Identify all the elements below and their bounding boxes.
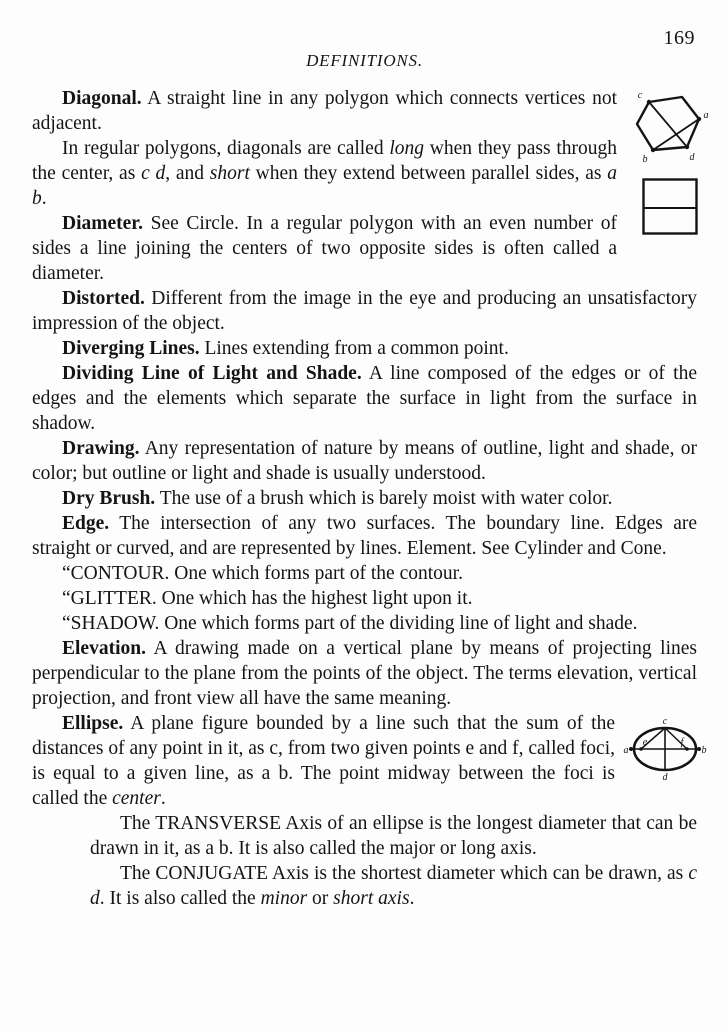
- ellipse-label-f: f: [680, 737, 684, 748]
- hexagon-diagonals-icon: [627, 88, 713, 164]
- ellipse-label-d: d: [662, 772, 668, 781]
- page-title: DEFINITIONS.: [306, 51, 423, 70]
- hexagon-label-a: a: [703, 110, 709, 121]
- definitions-body: [32, 86, 709, 911]
- page-number: 169: [663, 27, 695, 49]
- hexagon-label-b: b: [642, 154, 648, 164]
- margin-figures-column: [627, 88, 713, 264]
- entry-elevation: Elevation. A drawing made on a vertical plane by means of projecting lines perpendicular to the plane from the points of the object. The terms elevation, vertical projection, and front view all have the same meaning.: [32, 638, 697, 709]
- entry-edge-shadow: “SHADOW. One which forms part of the dividing line of light and shade.: [62, 613, 638, 634]
- ellipse-label-a: a: [623, 745, 629, 756]
- entry-edge: Edge. The intersection of any two surfaces. The boundary line. Edges are straight or curved, and are represented by lines. Element. See Cylinder and Cone.: [32, 513, 697, 559]
- ellipse-label-e: e: [642, 737, 648, 748]
- entry-edge-glitter: “GLITTER. One which has the highest light upon it.: [62, 588, 473, 609]
- entry-conjugate-axis: The CONJUGATE Axis is the shortest diameter which can be drawn, as c d. It is also called the minor or short axis.: [90, 863, 697, 909]
- ellipse-label-c: c: [662, 716, 668, 727]
- entry-diverging-lines: Diverging Lines. Lines extending from a common point.: [62, 338, 509, 359]
- entry-diagonal: Diagonal. A straight line in any polygon which connects vertices not adjacent.: [32, 88, 617, 134]
- entry-diameter: Diameter. See Circle. In a regular polygon with an even number of sides a line joining the centers of two opposite sides is often called a diameter.: [32, 213, 617, 284]
- hexagon-label-c: c: [637, 90, 643, 101]
- entry-ellipse: Ellipse. A plane figure bounded by a line such that the sum of the distances of any point in it, as c, from two given points e and f, called foci, is equal to a given line, as a b. The point midway between the foci is called the center.: [32, 713, 615, 809]
- entry-dividing-line: Dividing Line of Light and Shade. A line composed of the edges or of the edges and the elements which separate the surface in light from the surface in shadow.: [32, 363, 697, 434]
- ellipse-axes-icon: [623, 715, 707, 781]
- entry-distorted: Distorted. Different from the image in the eye and producing an unsatisfactory impression of the object.: [32, 288, 697, 334]
- entry-dry-brush: Dry Brush. The use of a brush which is barely moist with water color.: [62, 488, 613, 509]
- entry-edge-contour: “CONTOUR. One which forms part of the contour.: [62, 563, 463, 584]
- rectangle-diameter-icon: [642, 178, 698, 236]
- entry-transverse-axis: The TRANSVERSE Axis of an ellipse is the longest diameter that can be drawn in it, as a b. It is also called the major or long axis.: [90, 813, 697, 859]
- entry-regular-polygons: In regular polygons, diagonals are called long when they pass through the center, as c d, and short when they extend between parallel sides, as a b.: [32, 138, 618, 209]
- ellipse-label-b: b: [701, 745, 707, 756]
- entry-drawing: Drawing. Any representation of nature by means of outline, light and shade, or color; but outline or light and shade is usually understood.: [32, 438, 697, 484]
- ellipse-figure-wrap: [623, 715, 707, 781]
- hexagon-label-d: d: [689, 152, 695, 163]
